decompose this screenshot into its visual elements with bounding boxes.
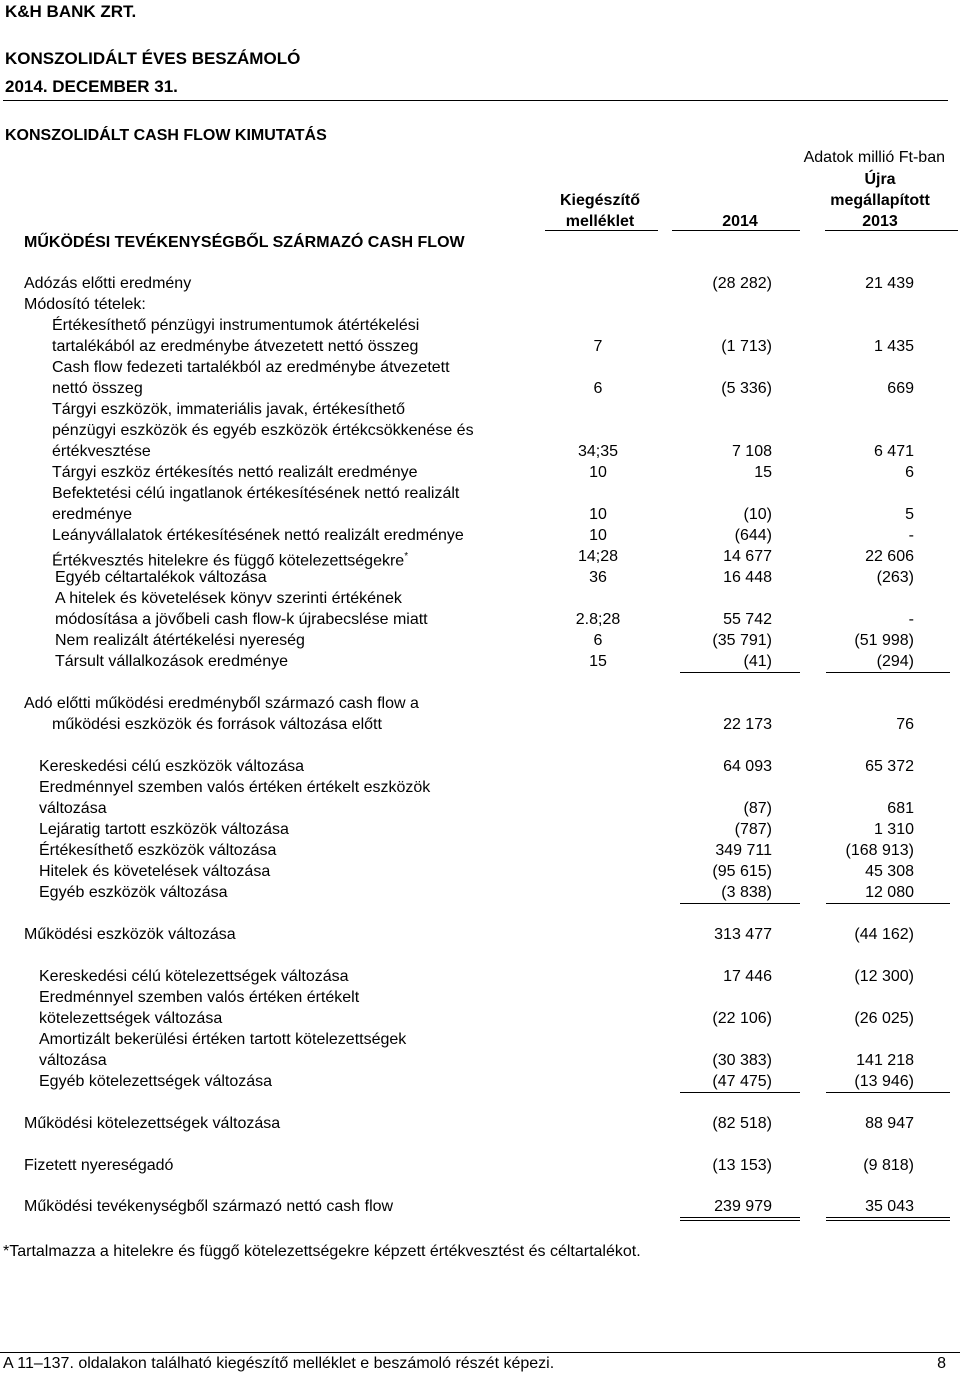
row-label: nettó összeg [52, 380, 143, 397]
row-value-2013: - [908, 611, 914, 628]
row-label: Amortizált bekerülési értéken tartott kötelezettségek [39, 1031, 407, 1048]
subtotal-rule [680, 1092, 800, 1093]
row-value-2014: (5 336) [721, 380, 772, 397]
row-label: változása [39, 800, 107, 817]
row-value-2014: (3 838) [721, 884, 772, 901]
row-value-2013: 88 947 [865, 1115, 914, 1132]
row-value-2013: 5 [905, 506, 914, 523]
row-label: Kereskedési célú eszközök változása [39, 758, 305, 775]
row-value-2014: 22 173 [723, 716, 772, 733]
units-note: Adatok millió Ft-ban [803, 149, 945, 166]
col-2013-line1: Újra [864, 171, 896, 188]
row-value-2013: (26 025) [854, 1010, 914, 1027]
row-value-2013: (44 162) [854, 926, 914, 943]
row-label: Módosító tételek: [24, 296, 146, 313]
row-value-2014: 64 093 [723, 758, 772, 775]
row-value-2014: 7 108 [731, 443, 772, 460]
row-value-2013: (51 998) [854, 632, 914, 649]
row-value-2013: 669 [887, 380, 914, 397]
row-label: Értékesíthető eszközök változása [39, 842, 277, 859]
row-value-2014: (13 153) [712, 1157, 772, 1174]
row-value-2014: (28 282) [712, 275, 772, 292]
row-value-2013: (263) [876, 569, 914, 586]
row-value-2013: 1 310 [873, 821, 914, 838]
row-label: pénzügyi eszközök és egyéb eszközök értékcsökkenése és [52, 422, 474, 439]
row-label: Működési kötelezettségek változása [24, 1115, 281, 1132]
row-label: Adózás előtti eredmény [24, 275, 192, 292]
row-label: Nem realizált átértékelési nyereség [55, 632, 305, 649]
section-title: MŰKÖDÉSI TEVÉKENYSÉGBŐL SZÁRMAZÓ CASH FLOW [24, 234, 465, 251]
col-ref-line1: Kiegészítő [559, 192, 640, 209]
row-ref: 14;28 [577, 548, 619, 565]
statement-title: KONSZOLIDÁLT CASH FLOW KIMUTATÁS [5, 127, 327, 144]
row-value-2014: (30 383) [712, 1052, 772, 1069]
row-ref: 6 [593, 380, 603, 397]
report-title: KONSZOLIDÁLT ÉVES BESZÁMOLÓ [5, 49, 301, 68]
row-label: működési eszközök és források változása előtt [52, 716, 382, 733]
row-value-2013: (13 946) [854, 1073, 914, 1090]
row-value-2014: (95 615) [712, 863, 772, 880]
row-value-2013: 6 471 [873, 443, 914, 460]
total-double-rule [826, 1220, 950, 1221]
row-value-2013: (9 818) [863, 1157, 914, 1174]
row-value-2013: 1 435 [873, 338, 914, 355]
row-value-2014: (41) [743, 653, 772, 670]
row-ref: 6 [593, 632, 603, 649]
row-label: Fizetett nyereségadó [24, 1157, 174, 1174]
row-label: Kereskedési célú kötelezettségek változása [39, 968, 349, 985]
company-name: K&H BANK ZRT. [5, 2, 137, 21]
row-ref: 7 [593, 338, 603, 355]
row-ref: 10 [589, 506, 607, 523]
footnote: *Tartalmazza a hitelekre és függő kötelezettségekre képzett értékvesztést és céltartalékot. [3, 1243, 641, 1260]
row-ref: 10 [589, 464, 607, 481]
row-label: Adó előtti működési eredményből származó cash flow a [24, 695, 419, 712]
row-label: Tárgyi eszköz értékesítés nettó realizált eredménye [52, 464, 418, 481]
row-ref: 36 [589, 569, 607, 586]
row-ref: 10 [589, 527, 607, 544]
row-label: A hitelek és követelések könyv szerinti értékének [55, 590, 402, 607]
row-value-2014: (47 475) [712, 1073, 772, 1090]
row-value-2013: 22 606 [865, 548, 914, 565]
row-label: Tárgyi eszközök, immateriális javak, értékesíthető [52, 401, 406, 418]
row-value-2013: 45 308 [865, 863, 914, 880]
row-label: Társult vállalkozások eredménye [55, 653, 288, 670]
row-value-2013: 65 372 [865, 758, 914, 775]
row-label: Eredménnyel szemben valós értéken értékelt [39, 989, 360, 1006]
row-value-2013: (12 300) [854, 968, 914, 985]
row-value-2013: 681 [887, 800, 914, 817]
row-value-2014: 17 446 [723, 968, 772, 985]
col-2013-line2: megállapított [830, 192, 930, 209]
row-value-2014: 16 448 [723, 569, 772, 586]
subtotal-rule [680, 672, 800, 673]
row-label: Hitelek és követelések változása [39, 863, 271, 880]
total-double-rule [826, 1217, 950, 1218]
total-double-rule [680, 1217, 800, 1218]
report-date: 2014. DECEMBER 31. [5, 77, 178, 96]
row-value-2014: 313 477 [714, 926, 772, 943]
row-value-2013: 141 218 [856, 1052, 914, 1069]
row-label: Egyéb céltartalékok változása [55, 569, 267, 586]
row-value-2013: 35 043 [865, 1198, 914, 1215]
row-label: változása [39, 1052, 107, 1069]
col-2014-underline [672, 230, 800, 231]
row-label: Értékvesztés hitelekre és függő kötelezettségekre* [52, 551, 409, 570]
row-value-2014: (1 713) [721, 338, 772, 355]
col-2013-underline [825, 230, 958, 231]
row-value-2014: (35 791) [712, 632, 772, 649]
subtotal-rule [826, 672, 950, 673]
col-2013-line3: 2013 [862, 213, 898, 230]
row-label: Eredménnyel szemben valós értéken értékelt eszközök [39, 779, 431, 796]
row-value-2014: (82 518) [712, 1115, 772, 1132]
footer-text: A 11–137. oldalakon található kiegészítő melléklet e beszámoló részét képezi. [3, 1355, 555, 1372]
subtotal-rule [680, 903, 800, 904]
col-ref-line2: melléklet [565, 213, 635, 230]
row-ref: 2.8;28 [575, 611, 621, 628]
subtotal-rule [826, 1092, 950, 1093]
row-value-2013: 21 439 [865, 275, 914, 292]
row-value-2014: 55 742 [723, 611, 772, 628]
row-label: Működési tevékenységből származó nettó cash flow [24, 1198, 394, 1215]
row-label: Működési eszközök változása [24, 926, 236, 943]
col-2014: 2014 [722, 213, 758, 230]
row-label: Lejáratig tartott eszközök változása [39, 821, 289, 838]
row-value-2013: (168 913) [845, 842, 914, 859]
row-label: Értékesíthető pénzügyi instrumentumok átértékelési [52, 317, 420, 334]
row-label: Leányvállalatok értékesítésének nettó realizált eredménye [52, 527, 464, 544]
header-rule [3, 100, 948, 101]
row-label: Befektetési célú ingatlanok értékesítésének nettó realizált [52, 485, 460, 502]
row-label: módosítása a jövőbeli cash flow-k újrabecslése miatt [55, 611, 428, 628]
footnote-marker: * [404, 551, 409, 562]
row-ref: 15 [589, 653, 607, 670]
col-ref-underline [545, 230, 658, 231]
row-label: Egyéb kötelezettségek változása [39, 1073, 273, 1090]
row-value-2014: 14 677 [723, 548, 772, 565]
row-label: tartalékából az eredménybe átvezetett nettó összeg [52, 338, 419, 355]
row-value-2013: 12 080 [865, 884, 914, 901]
row-value-2014: 239 979 [714, 1198, 772, 1215]
total-double-rule [680, 1220, 800, 1221]
row-value-2014: (10) [743, 506, 772, 523]
row-label: kötelezettségek változása [39, 1010, 223, 1027]
row-label: Egyéb eszközök változása [39, 884, 228, 901]
row-label: eredménye [52, 506, 133, 523]
row-value-2013: (294) [876, 653, 914, 670]
row-value-2014: (87) [743, 800, 772, 817]
footer-rule [0, 1352, 960, 1353]
row-value-2014: (22 106) [712, 1010, 772, 1027]
row-label: értékvesztése [52, 443, 151, 460]
page-number: 8 [937, 1355, 946, 1372]
row-value-2013: 6 [905, 464, 914, 481]
row-value-2014: 15 [754, 464, 772, 481]
row-value-2014: 349 711 [715, 842, 772, 859]
row-value-2013: 76 [896, 716, 914, 733]
row-value-2014: (644) [734, 527, 772, 544]
row-label: Cash flow fedezeti tartalékból az eredménybe átvezetett [52, 359, 450, 376]
row-value-2013: - [908, 527, 914, 544]
row-value-2014: (787) [734, 821, 772, 838]
subtotal-rule [826, 903, 950, 904]
row-ref: 34;35 [577, 443, 619, 460]
